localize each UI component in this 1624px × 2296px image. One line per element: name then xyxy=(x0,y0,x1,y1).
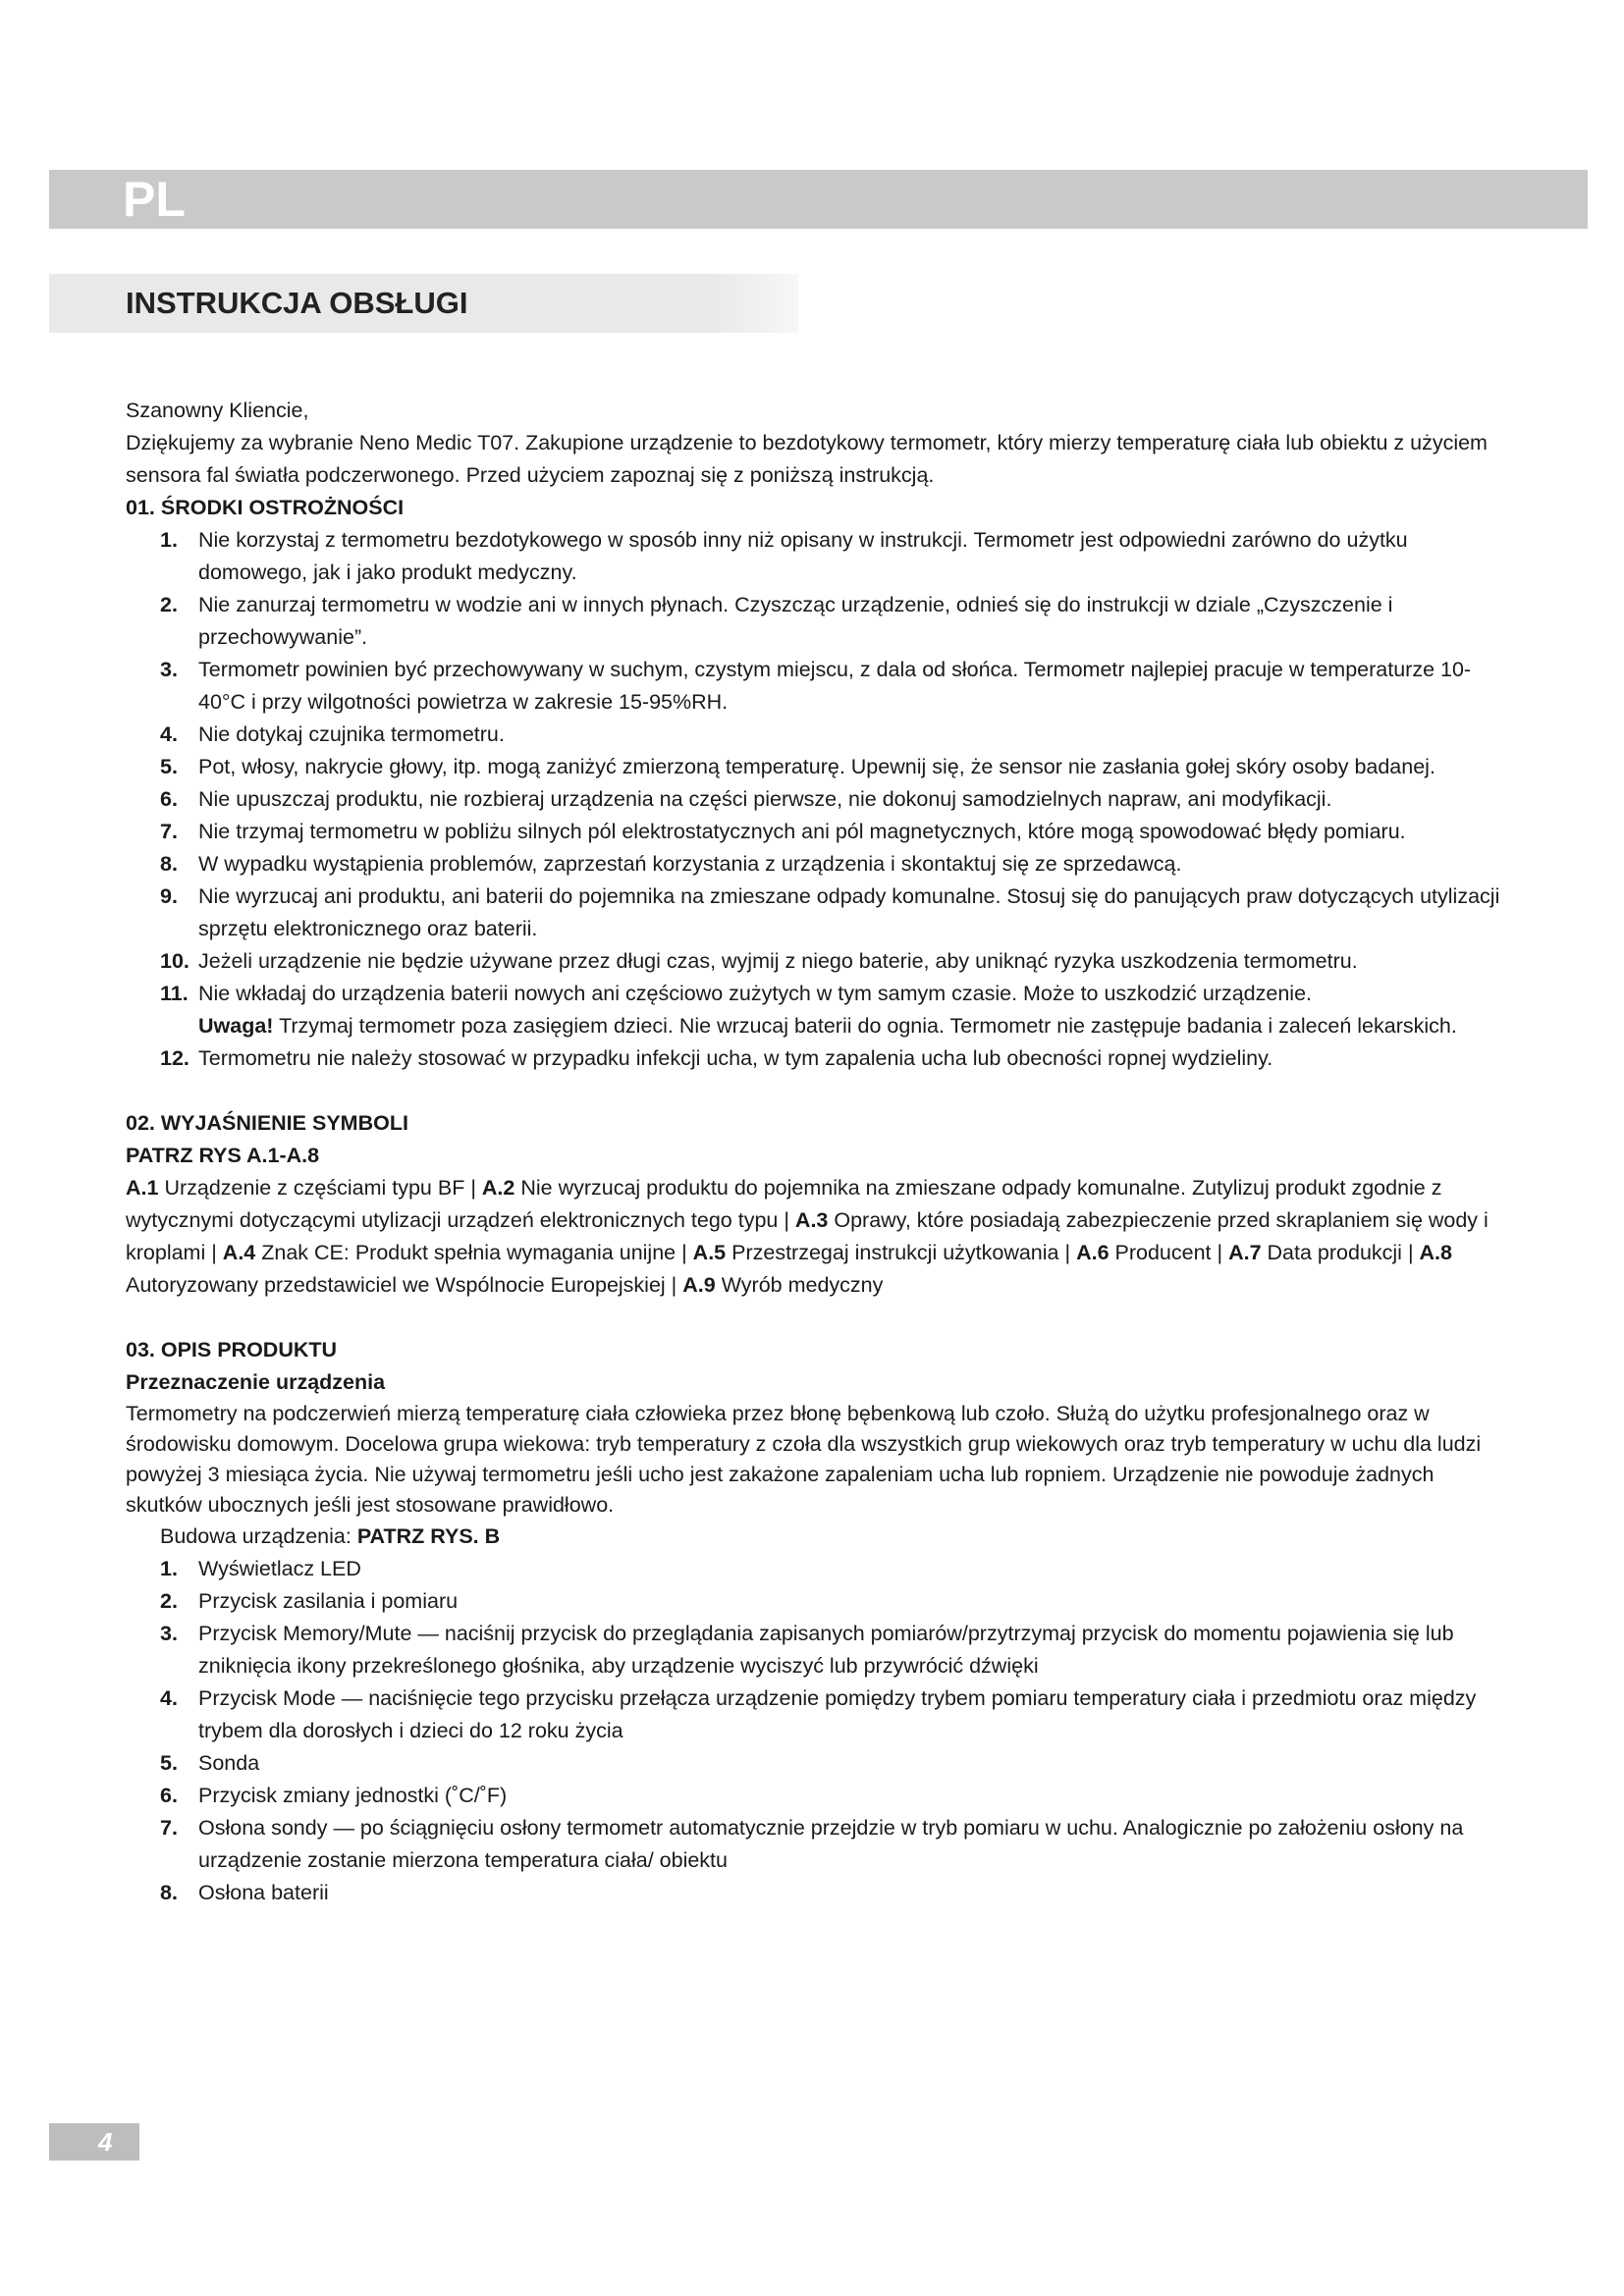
intro-paragraph: Dziękujemy za wybranie Neno Medic T07. Zakupione urządzenie to bezdotykowy termometr, który mierzy temperaturę ciała lub obiektu z użyciem sensora fal światła podczerwonego. Przed użyciem zapoznaj się z poniższą instrukcją. xyxy=(126,431,1488,487)
section-heading-precautions: 01. ŚRODKI OSTROŻNOŚCI xyxy=(126,496,405,519)
list-item: 3. Przycisk Memory/Mute — naciśnij przycisk do przeglądania zapisanych pomiarów/przytrzymaj przycisk do momentu pojawienia się lub zniknięcia ikony przekreślonego głośnika, aby urządzenie wyciszyć lub przywrócić dźwięki xyxy=(160,1622,1454,1678)
build-label: Budowa urządzenia: PATRZ RYS. B xyxy=(160,1524,501,1548)
language-code: PL xyxy=(123,172,186,227)
list-item: 7. Nie trzymaj termometru w pobliżu silnych pól elektrostatycznych ani pól magnetycznych, które mogą spowodować błędy pomiaru. xyxy=(160,820,1406,843)
warning-label: Uwaga! xyxy=(198,1014,274,1038)
list-item: 2. Nie zanurzaj termometru w wodzie ani w innych płynach. Czyszcząc urządzenie, odnieś się do instrukcji w dziale „Czyszczenie i przechowywanie”. xyxy=(160,593,1393,649)
purpose-paragraph: Termometry na podczerwień mierzą temperaturę ciała człowieka przez błonę bębenkową lub czoło. Służą do użytku profesjonalnego oraz w środowisku domowym. Docelowa grupa wiekowa: tryb temperatury z czoła dla wszystkich grup wiekowych oraz tryb temperatury w uchu dla ludzi powyżej 3 miesiąca życia. Nie używaj termometru jeśli ucho jest zakażone zapaleniam ucha lub ropniem. Urządzenie nie powoduje żadnych skutków ubocznych jeśli jest stosowane prawidłowo. xyxy=(126,1402,1482,1517)
purpose-subheading: Przeznaczenie urządzenia xyxy=(126,1370,386,1394)
document-content xyxy=(126,395,1510,1909)
section-heading-symbols: 02. WYJAŚNIENIE SYMBOLI xyxy=(126,1111,408,1135)
list-item: 1. Nie korzystaj z termometru bezdotykowego w sposób inny niż opisany w instrukcji. Termometr jest odpowiedni zarówno do użytku domowego, jak i jako produkt medyczny. xyxy=(160,528,1408,584)
list-item: 5. Sonda xyxy=(160,1751,260,1775)
page-number: 4 xyxy=(98,2127,113,2157)
list-item: 9. Nie wyrzucaj ani produktu, ani baterii do pojemnika na zmieszane odpady komunalne. Stosuj się do panujących praw dotyczących utylizacji sprzętu elektronicznego oraz baterii. xyxy=(160,884,1500,940)
list-item: 8. Osłona baterii xyxy=(160,1881,329,1904)
list-item: 12. Termometru nie należy stosować w przypadku infekcji ucha, w tym zapalenia ucha lub obecności ropnej wydzieliny. xyxy=(160,1046,1273,1070)
list-item: 4. Przycisk Mode — naciśnięcie tego przycisku przełącza urządzenie pomiędzy trybem pomiaru temperatury ciała i przedmiotu oraz między trybem dla dorosłych i dzieci do 12 roku życia xyxy=(160,1686,1477,1742)
list-item: 6. Przycisk zmiany jednostki (˚C/˚F) xyxy=(160,1784,508,1807)
greeting: Szanowny Kliencie, xyxy=(126,399,309,422)
language-bar xyxy=(49,170,1588,229)
section-heading-product: 03. OPIS PRODUKTU xyxy=(126,1338,338,1362)
list-item: 7. Osłona sondy — po ściągnięciu osłony termometr automatycznie przejdzie w tryb pomiaru w uchu. Analogicznie po założeniu osłony na urządzenie zostanie mierzona temperatura ciała/ obiektu xyxy=(160,1816,1464,1872)
title-bar xyxy=(49,274,798,333)
list-item: 3. Termometr powinien być przechowywany w suchym, czystym miejscu, z dala od słońca. Termometr najlepiej pracuje w temperaturze 10-40°C i przy wilgotności powietrza w zakresie 15-95%RH. xyxy=(160,658,1472,714)
precautions-list xyxy=(126,524,1510,1075)
list-item: 6. Nie upuszczaj produktu, nie rozbieraj urządzenia na części pierwsze, nie dokonuj samodzielnych napraw, ani modyfikacji. xyxy=(160,787,1332,811)
list-item: 4. Nie dotykaj czujnika termometru. xyxy=(160,722,505,746)
page-number-badge xyxy=(49,2123,139,2161)
list-item: 11. Nie wkładaj do urządzenia baterii nowych ani częściowo zużytych w tym samym czasie. Może to uszkodzić urządzenie. Uwaga! Trzymaj termometr poza zasięgiem dzieci. Nie wrzucaj baterii do ognia. Termometr nie zastępuje badania i zaleceń lekarskich. xyxy=(160,982,1457,1038)
page-title: INSTRUKCJA OBSŁUGI xyxy=(126,286,468,320)
warning-text: Trzymaj termometr poza zasięgiem dzieci. Nie wrzucaj baterii do ognia. Termometr nie zastępuje badania i zaleceń lekarskich. xyxy=(279,1014,1457,1038)
list-item: 1. Wyświetlacz LED xyxy=(160,1557,361,1580)
list-item: 10. Jeżeli urządzenie nie będzie używane przez długi czas, wyjmij z niego baterie, aby uniknąć ryzyka uszkodzenia termometru. xyxy=(160,949,1358,973)
symbols-paragraph: A.1 Urządzenie z częściami typu BF | A.2 Nie wyrzucaj produktu do pojemnika na zmieszane odpady komunalne. Zutylizuj produkt zgodnie z wytycznymi dotyczącymi utylizacji urządzeń elektronicznych tego typu | A.3 Oprawy, które posiadają zabezpieczenie przed skraplaniem się wody i kroplami | A.4 Znak CE: Produkt spełnia wymagania unijne | A.5 Przestrzegaj instrukcji użytkowania | A.6 Producent | A.7 Data produkcji | A.8 Autoryzowany przedstawiciel we Wspólnocie Europejskiej | A.9 Wyrób medyczny xyxy=(126,1176,1489,1297)
symbols-figure-reference: PATRZ RYS A.1-A.8 xyxy=(126,1144,320,1167)
list-item: 5. Pot, włosy, nakrycie głowy, itp. mogą zaniżyć zmierzoną temperaturę. Upewnij się, że sensor nie zasłania gołej skóry osoby badanej. xyxy=(160,755,1435,778)
list-item: 8. W wypadku wystąpienia problemów, zaprzestań korzystania z urządzenia i skontaktuj się ze sprzedawcą. xyxy=(160,852,1182,876)
parts-list xyxy=(126,1553,1510,1909)
list-item: 2. Przycisk zasilania i pomiaru xyxy=(160,1589,459,1613)
